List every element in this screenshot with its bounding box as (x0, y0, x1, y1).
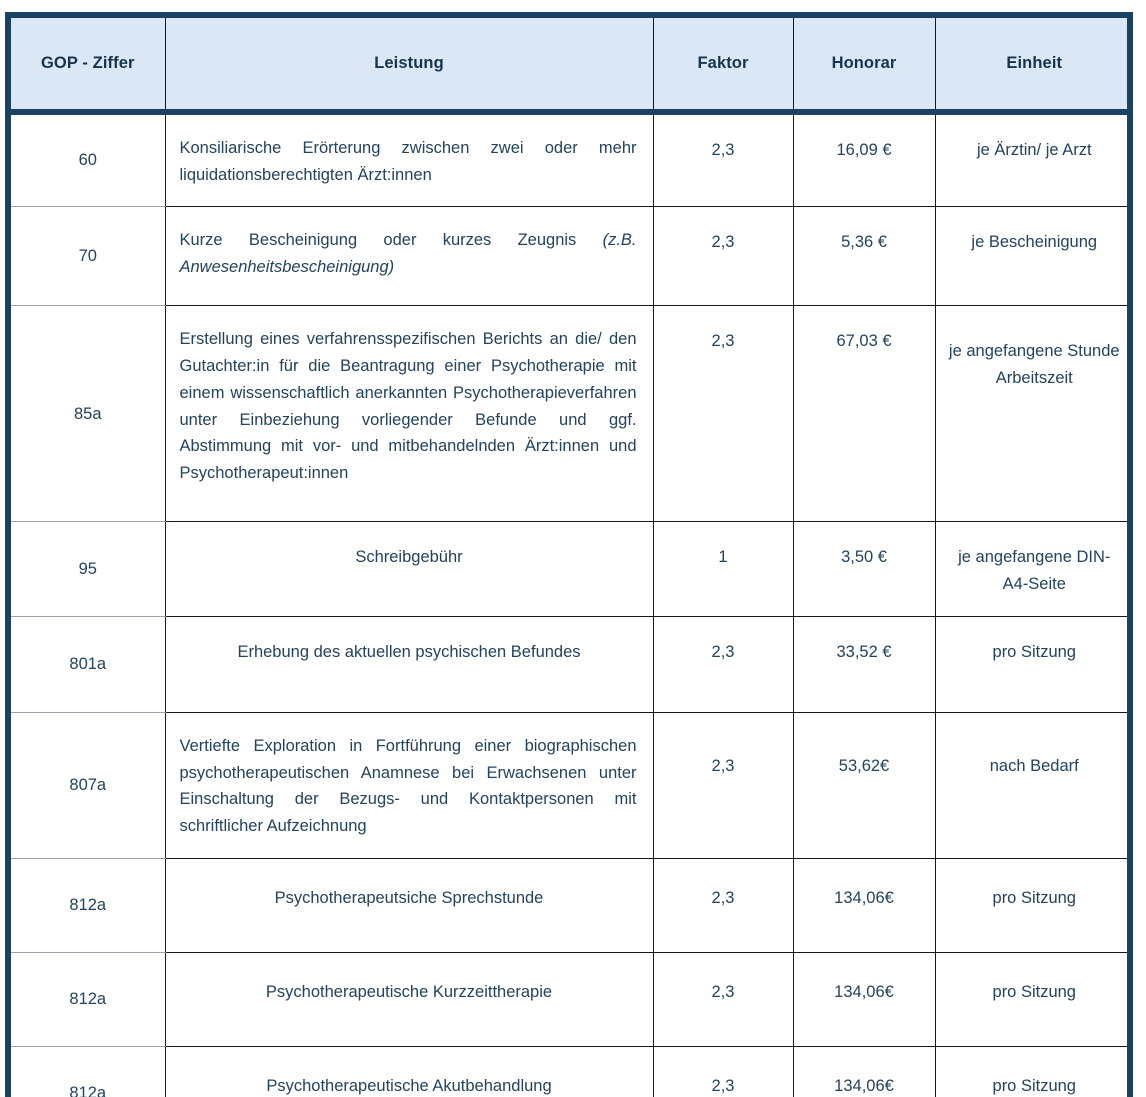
cell-honorar (793, 522, 935, 616)
table-frame-top-border (5, 12, 1133, 18)
column-header-leistung: Leistung (165, 15, 653, 112)
cell-honorar (793, 306, 935, 522)
cell-leistung (165, 1046, 653, 1097)
cell-einheit (935, 616, 1133, 712)
table-row (8, 858, 1133, 952)
cell-honorar (793, 858, 935, 952)
cell-faktor (653, 858, 793, 952)
cell-leistung (165, 952, 653, 1046)
cell-leistung (165, 112, 653, 207)
faktor-value: 2,3 (711, 332, 735, 351)
table-row (8, 112, 1133, 207)
faktor-value: 2,3 (711, 1076, 735, 1095)
cell-faktor (653, 712, 793, 858)
cell-honorar (793, 207, 935, 306)
table-row (8, 616, 1133, 712)
gop-value: 60 (78, 151, 97, 170)
table-body (8, 112, 1133, 1097)
honorar-value: 134,06€ (834, 888, 894, 907)
leistung-text: Schreibgebühr (355, 548, 463, 567)
table-row (8, 207, 1133, 306)
honorar-value: 33,52 € (836, 642, 892, 661)
column-header-honorar: Honorar (793, 15, 935, 112)
column-header-gop-ziffer: GOP - Ziffer (8, 15, 165, 112)
cell-gop-ziffer (8, 1046, 165, 1097)
faktor-value: 2,3 (711, 888, 735, 907)
einheit-value: pro Sitzung (992, 642, 1076, 661)
leistung-text: Psychotherapeutische Akutbehandlung (266, 1076, 552, 1095)
cell-gop-ziffer (8, 112, 165, 207)
cell-faktor (653, 112, 793, 207)
einheit-value: je Ärztin/ je Arzt (976, 141, 1092, 159)
gop-value: 812a (69, 895, 107, 914)
table-frame-left-border (5, 12, 11, 1097)
cell-honorar (793, 112, 935, 207)
table-frame-right-border (1127, 12, 1133, 1097)
table-row (8, 952, 1133, 1046)
honorar-value: 134,06€ (834, 1076, 894, 1095)
leistung-text: Erstellung eines verfahrensspezifischen Berichts an die/ den Gutachter:in für die Beantragung einer Psychotherapie mit einem wissenschaftlich anerkannten Psychotherapieverfahren unter Einbeziehung vorliegender Befunde und ggf. Abstimmung mit vor- und mitbehandelnden Ärzt:innen und Psychotherapeut:innen (179, 330, 637, 483)
cell-leistung (165, 306, 653, 522)
honorar-value: 16,09 € (836, 141, 892, 159)
cell-gop-ziffer (8, 616, 165, 712)
cell-leistung (165, 616, 653, 712)
honorar-value: 134,06€ (834, 982, 894, 1001)
faktor-value: 1 (718, 548, 728, 567)
einheit-value: nach Bedarf (989, 756, 1079, 775)
cell-gop-ziffer (8, 522, 165, 616)
gop-value: 85a (73, 404, 102, 423)
honorar-value: 67,03 € (836, 332, 892, 351)
cell-gop-ziffer (8, 207, 165, 306)
cell-gop-ziffer (8, 712, 165, 858)
cell-einheit (935, 952, 1133, 1046)
cell-leistung (165, 522, 653, 616)
cell-leistung (165, 712, 653, 858)
gop-value: 95 (78, 559, 97, 578)
cell-einheit (935, 712, 1133, 858)
cell-einheit (935, 1046, 1133, 1097)
table-row (8, 1046, 1133, 1097)
leistung-text: Vertiefte Exploration in Fortführung einer biographischen psychotherapeutischen Anamnese bei Erwachsenen unter Einschaltung der Bezugs- und Kontaktpersonen mit schriftlicher Aufzeichnung (179, 736, 637, 836)
leistung-text-plain: Kurze Bescheinigung oder kurzes Zeugnis (179, 231, 603, 250)
cell-leistung (165, 207, 653, 306)
cell-honorar (793, 712, 935, 858)
cell-einheit (935, 522, 1133, 616)
cell-honorar (793, 1046, 935, 1097)
einheit-value: je Bescheinigung (971, 233, 1098, 252)
column-header-einheit: Einheit (935, 15, 1133, 112)
leistung-text: Konsiliarische Erörterung zwischen zwei oder mehr liquidationsberechtigten Ärzt:innen (179, 139, 637, 184)
gop-value: 807a (69, 775, 107, 794)
leistung-text-italic: (z.B. Anwesenheitsbescheinigung) (179, 231, 637, 277)
table-row (8, 522, 1133, 616)
cell-gop-ziffer (8, 952, 165, 1046)
cell-gop-ziffer (8, 306, 165, 522)
einheit-value: je angefangene Stunde Arbeitszeit (948, 342, 1120, 388)
cell-faktor (653, 1046, 793, 1097)
faktor-value: 2,3 (711, 756, 735, 775)
header-row (8, 15, 1133, 112)
cell-faktor (653, 306, 793, 522)
honorar-value: 5,36 € (841, 233, 887, 252)
cell-honorar (793, 616, 935, 712)
gop-fee-table-container (5, 12, 1133, 1097)
einheit-value: je angefangene DIN-A4-Seite (958, 548, 1111, 594)
cell-faktor (653, 207, 793, 306)
cell-faktor (653, 616, 793, 712)
honorar-value: 3,50 € (841, 548, 887, 567)
cell-einheit (935, 858, 1133, 952)
gop-value: 70 (78, 247, 97, 266)
table-row (8, 306, 1133, 522)
faktor-value: 2,3 (711, 982, 735, 1001)
cell-einheit (935, 207, 1133, 306)
cell-honorar (793, 952, 935, 1046)
gop-value: 812a (69, 1083, 107, 1097)
cell-faktor (653, 522, 793, 616)
faktor-value: 2,3 (711, 141, 735, 159)
gop-value: 812a (69, 989, 107, 1008)
einheit-value: pro Sitzung (992, 1076, 1076, 1095)
cell-gop-ziffer (8, 858, 165, 952)
faktor-value: 2,3 (711, 233, 735, 252)
gop-fee-table (5, 12, 1133, 1097)
leistung-text (166, 207, 653, 298)
leistung-text: Psychotherapeutsiche Sprechstunde (274, 888, 544, 907)
einheit-value: pro Sitzung (992, 982, 1076, 1001)
leistung-text: Erhebung des aktuellen psychischen Befundes (237, 642, 581, 661)
gop-value: 801a (69, 655, 107, 674)
column-header-faktor: Faktor (653, 15, 793, 112)
cell-einheit (935, 112, 1133, 207)
einheit-value: pro Sitzung (992, 888, 1076, 907)
cell-leistung (165, 858, 653, 952)
table-header (8, 15, 1133, 112)
table-row (8, 712, 1133, 858)
cell-faktor (653, 952, 793, 1046)
honorar-value: 53,62€ (838, 756, 890, 775)
cell-einheit (935, 306, 1133, 522)
leistung-text: Psychotherapeutische Kurzzeittherapie (265, 982, 553, 1001)
faktor-value: 2,3 (711, 642, 735, 661)
